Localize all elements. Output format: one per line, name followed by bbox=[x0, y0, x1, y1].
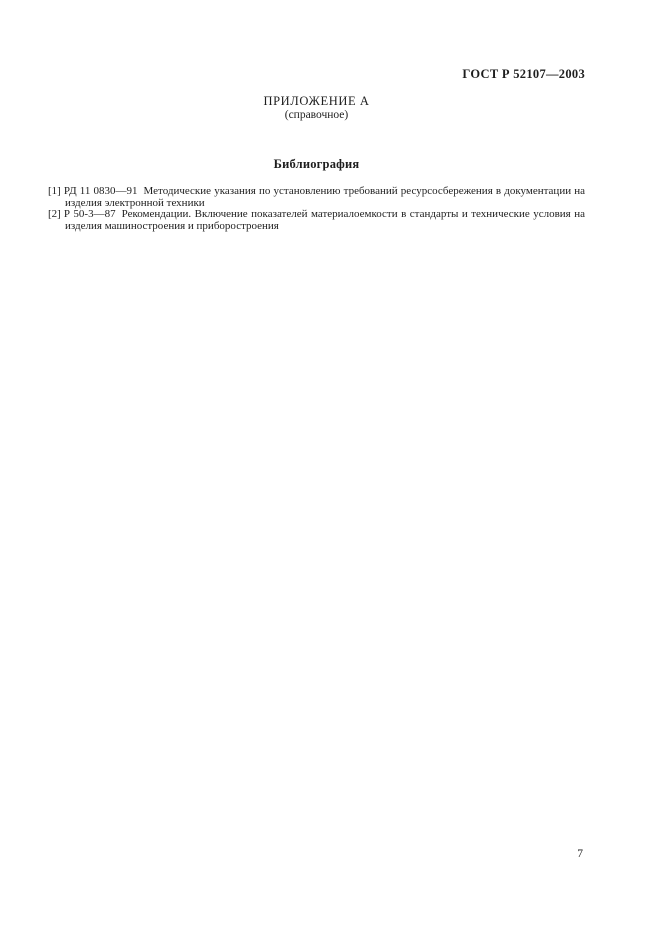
entry-reference-number: РД 11 0830—91 bbox=[63, 185, 138, 197]
entry-reference-number: Р 50-3—87 bbox=[63, 208, 116, 221]
bibliography-entry bbox=[48, 186, 585, 209]
entry-marker: [2] bbox=[48, 208, 61, 221]
entry-text: Методические указания по установлению требований ресурсосбережения в документации на изделия электронной техники bbox=[65, 185, 586, 209]
entry-marker: [1] bbox=[48, 185, 61, 197]
entry-text: Рекомендации. Включение показателей материалоемкости в стандарты и технические условия на изделия машиностроения и приборостроения bbox=[65, 208, 585, 232]
bibliography-heading: Библиография bbox=[273, 157, 360, 171]
appendix-subtitle: (справочное) bbox=[284, 109, 349, 121]
bibliography-list bbox=[48, 186, 585, 232]
bibliography-entry bbox=[48, 209, 585, 232]
appendix-title: ПРИЛОЖЕНИЕ А bbox=[263, 94, 370, 108]
document-standard-number: ГОСТ Р 52107—2003 bbox=[462, 67, 585, 81]
page-number: 7 bbox=[577, 848, 583, 860]
